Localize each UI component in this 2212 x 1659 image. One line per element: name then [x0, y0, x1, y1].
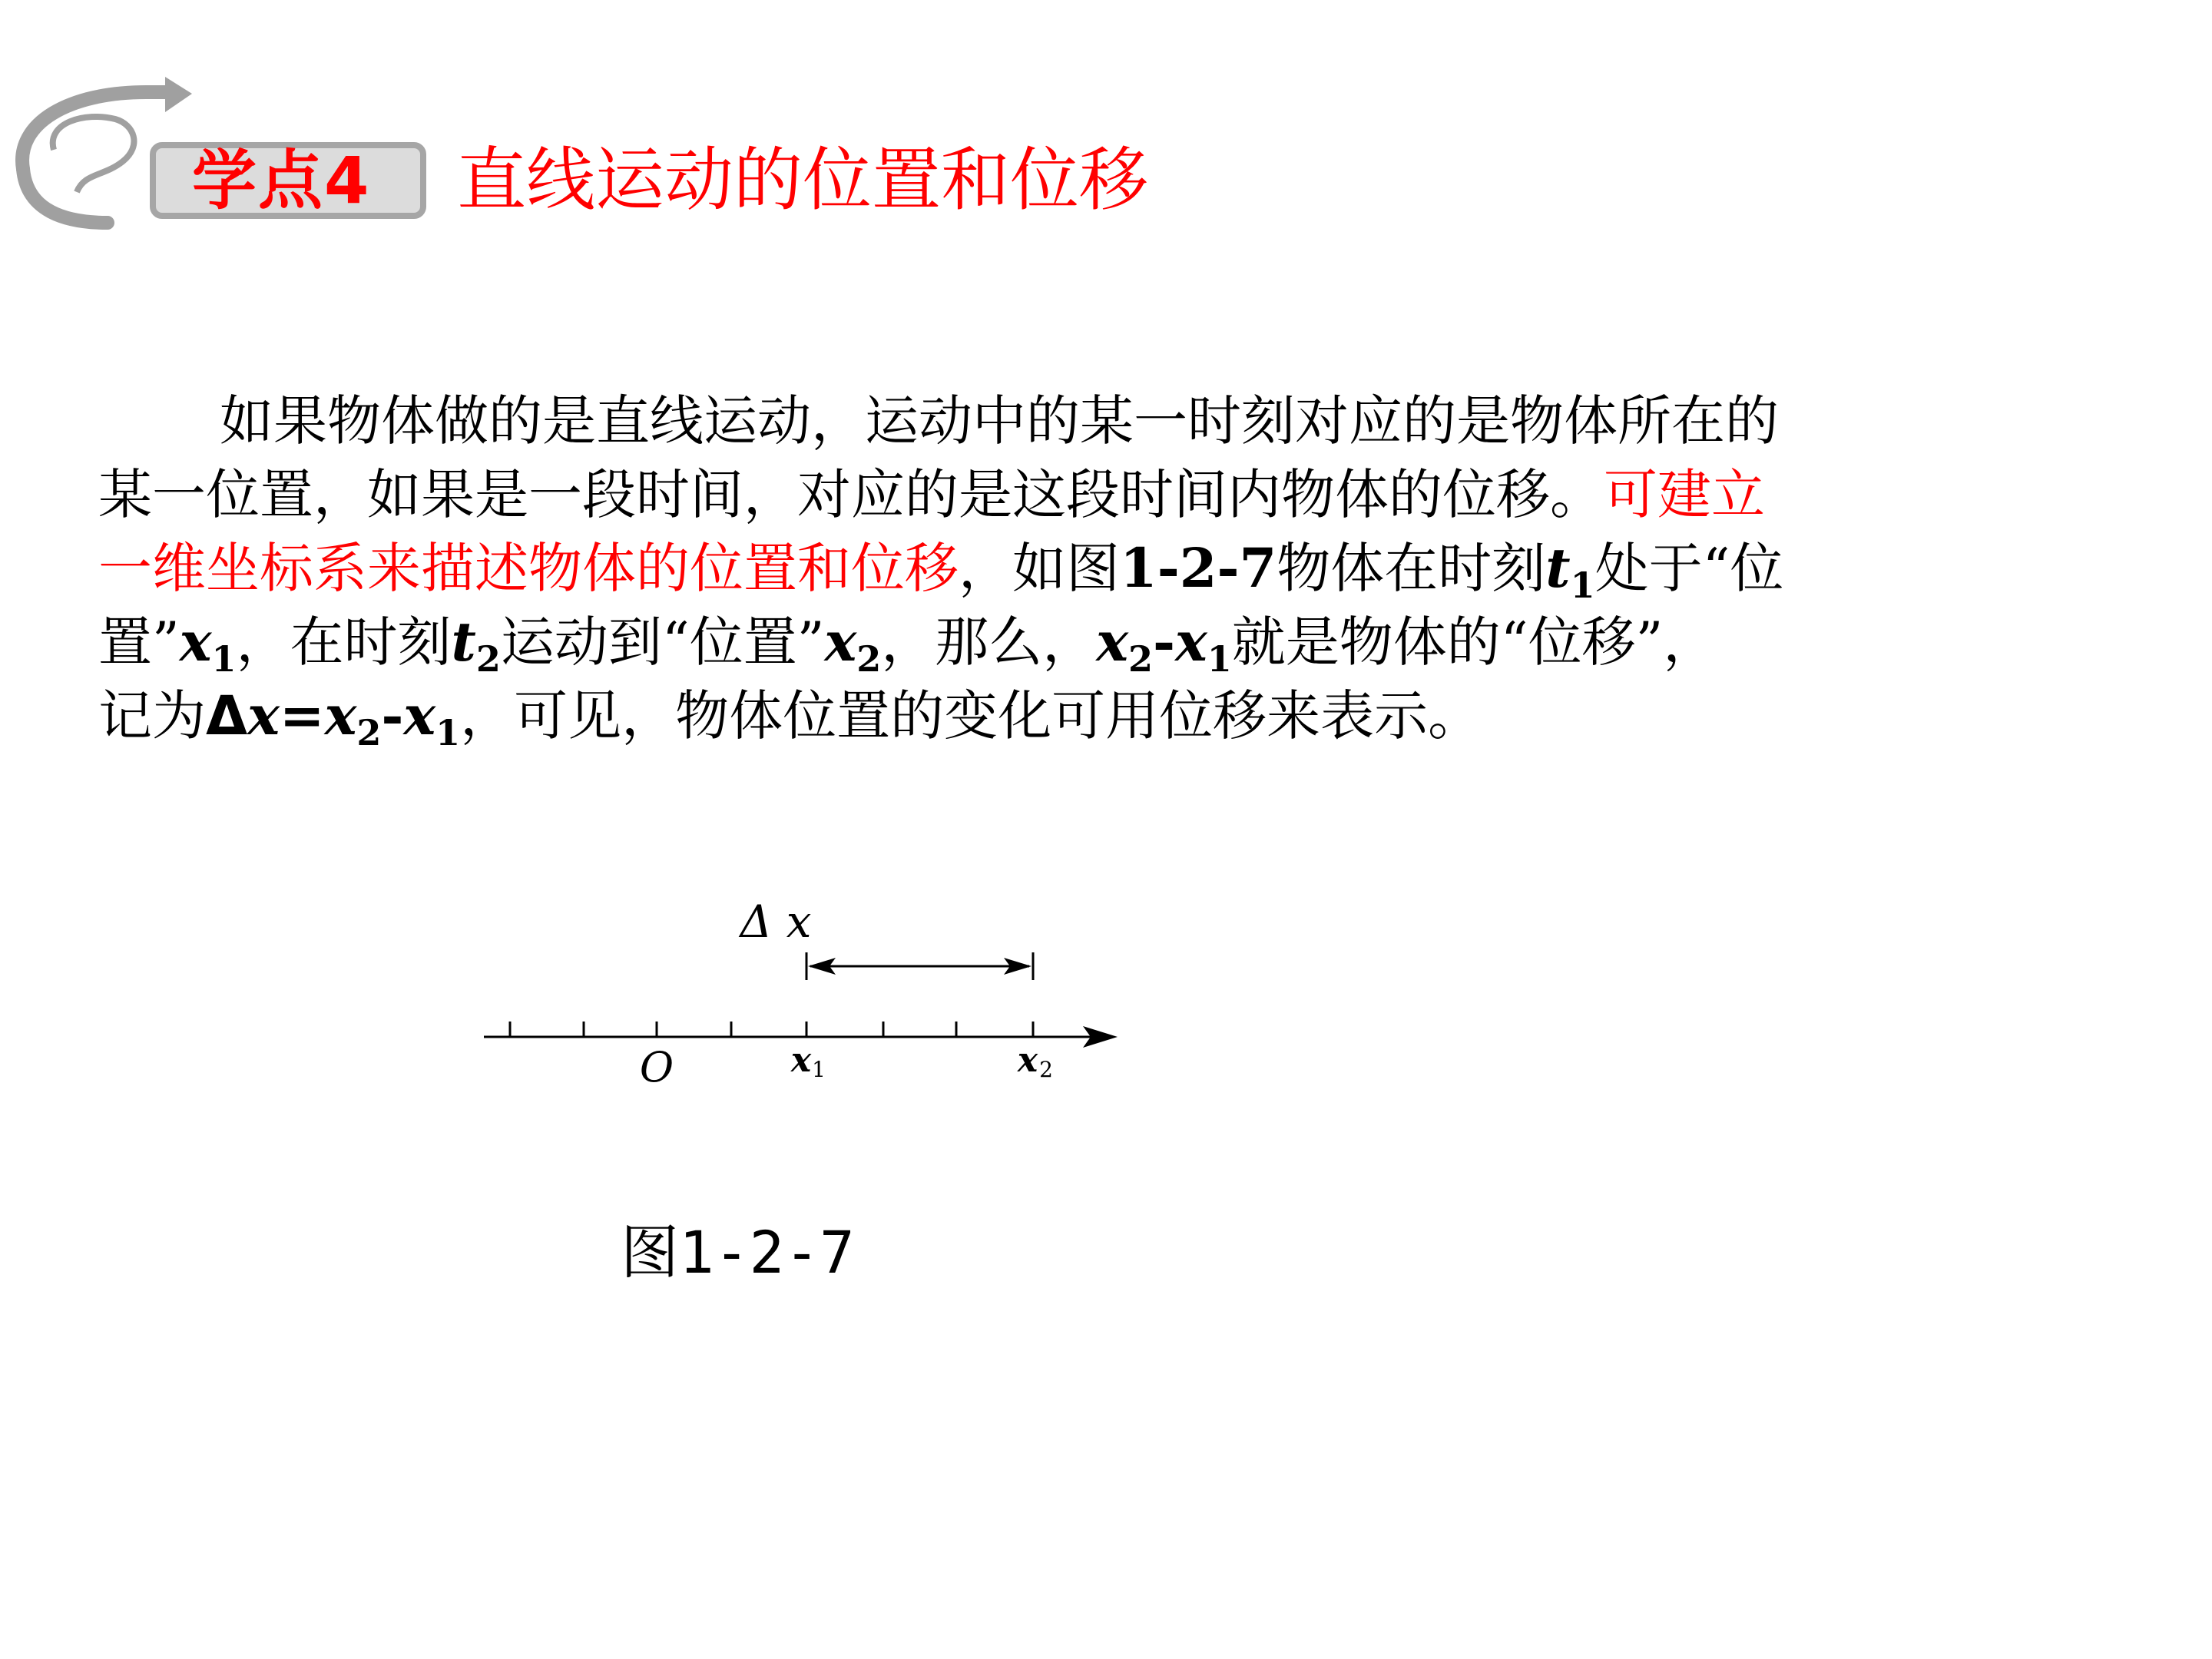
figure-reference: 1-2-7	[1120, 536, 1277, 600]
math-var: x	[1096, 610, 1128, 674]
math-var: x	[324, 684, 357, 747]
paragraph-line-3	[98, 531, 2065, 605]
x2-label: x	[1017, 1041, 1038, 1080]
paragraph-line-5	[98, 679, 2065, 753]
section-number-label: 学点4	[192, 143, 371, 218]
math-delta: Δ	[206, 684, 248, 747]
text-run: 物体在时刻	[1277, 537, 1546, 600]
highlight-text: 可建立	[1604, 463, 1765, 526]
text-run: 就是物体的“位移”，	[1231, 611, 1717, 674]
text-run: ，可见，物体位置的变化可用位移来表示。	[460, 684, 1482, 747]
text-run: 运动到“位置”	[500, 611, 825, 674]
math-var: x	[403, 684, 436, 747]
text-run: ，如图	[959, 537, 1120, 600]
math-var: t	[1545, 536, 1571, 600]
text-run: ，那么，	[881, 611, 1097, 674]
paragraph-line-1	[98, 384, 2065, 458]
number-line-figure	[461, 883, 1152, 1114]
math-sub: 2	[856, 638, 882, 680]
math-sub: 2	[475, 638, 501, 680]
math-var: x	[179, 610, 212, 674]
math-sub: 1	[435, 712, 461, 753]
section-header	[0, 77, 1536, 253]
text-run: 记为	[98, 684, 206, 747]
delta-x-label: Δ x	[740, 896, 812, 948]
figure-caption: 图1-2-7	[621, 1218, 855, 1286]
x1-subscript: 1	[812, 1057, 826, 1082]
math-var: t	[451, 610, 476, 674]
body-paragraph	[98, 384, 2065, 753]
text-run: ，在时刻	[236, 611, 452, 674]
highlight-text: 一维坐标系来描述物体的位置和位移	[98, 537, 959, 600]
math-sub: 1	[1570, 565, 1595, 606]
text-run: 置”	[98, 611, 180, 674]
text-run: 某一位置，如果是一段时间，对应的是这段时间内物体的位移。	[98, 463, 1604, 526]
math-var: x	[1175, 610, 1207, 674]
paragraph-line-4	[98, 605, 2065, 679]
math-op: -	[1152, 610, 1176, 674]
text-run: 如果物体做的是直线运动，运动中的某一时刻对应的是物体所在的	[220, 389, 1779, 452]
math-var: x	[247, 684, 280, 747]
math-sub: 1	[211, 638, 237, 680]
math-op: -	[381, 684, 404, 747]
paragraph-line-2	[98, 458, 2065, 531]
x2-subscript: 2	[1039, 1057, 1053, 1082]
math-sub: 2	[356, 712, 382, 753]
x1-label: x	[790, 1041, 812, 1080]
section-title: 直线运动的位置和位移	[457, 140, 1148, 220]
math-op: =	[279, 684, 325, 747]
origin-label: O	[639, 1043, 674, 1091]
math-sub: 2	[1128, 638, 1153, 680]
text-run: 处于“位	[1594, 537, 1784, 600]
math-sub: 1	[1207, 638, 1232, 680]
math-var: x	[824, 610, 857, 674]
